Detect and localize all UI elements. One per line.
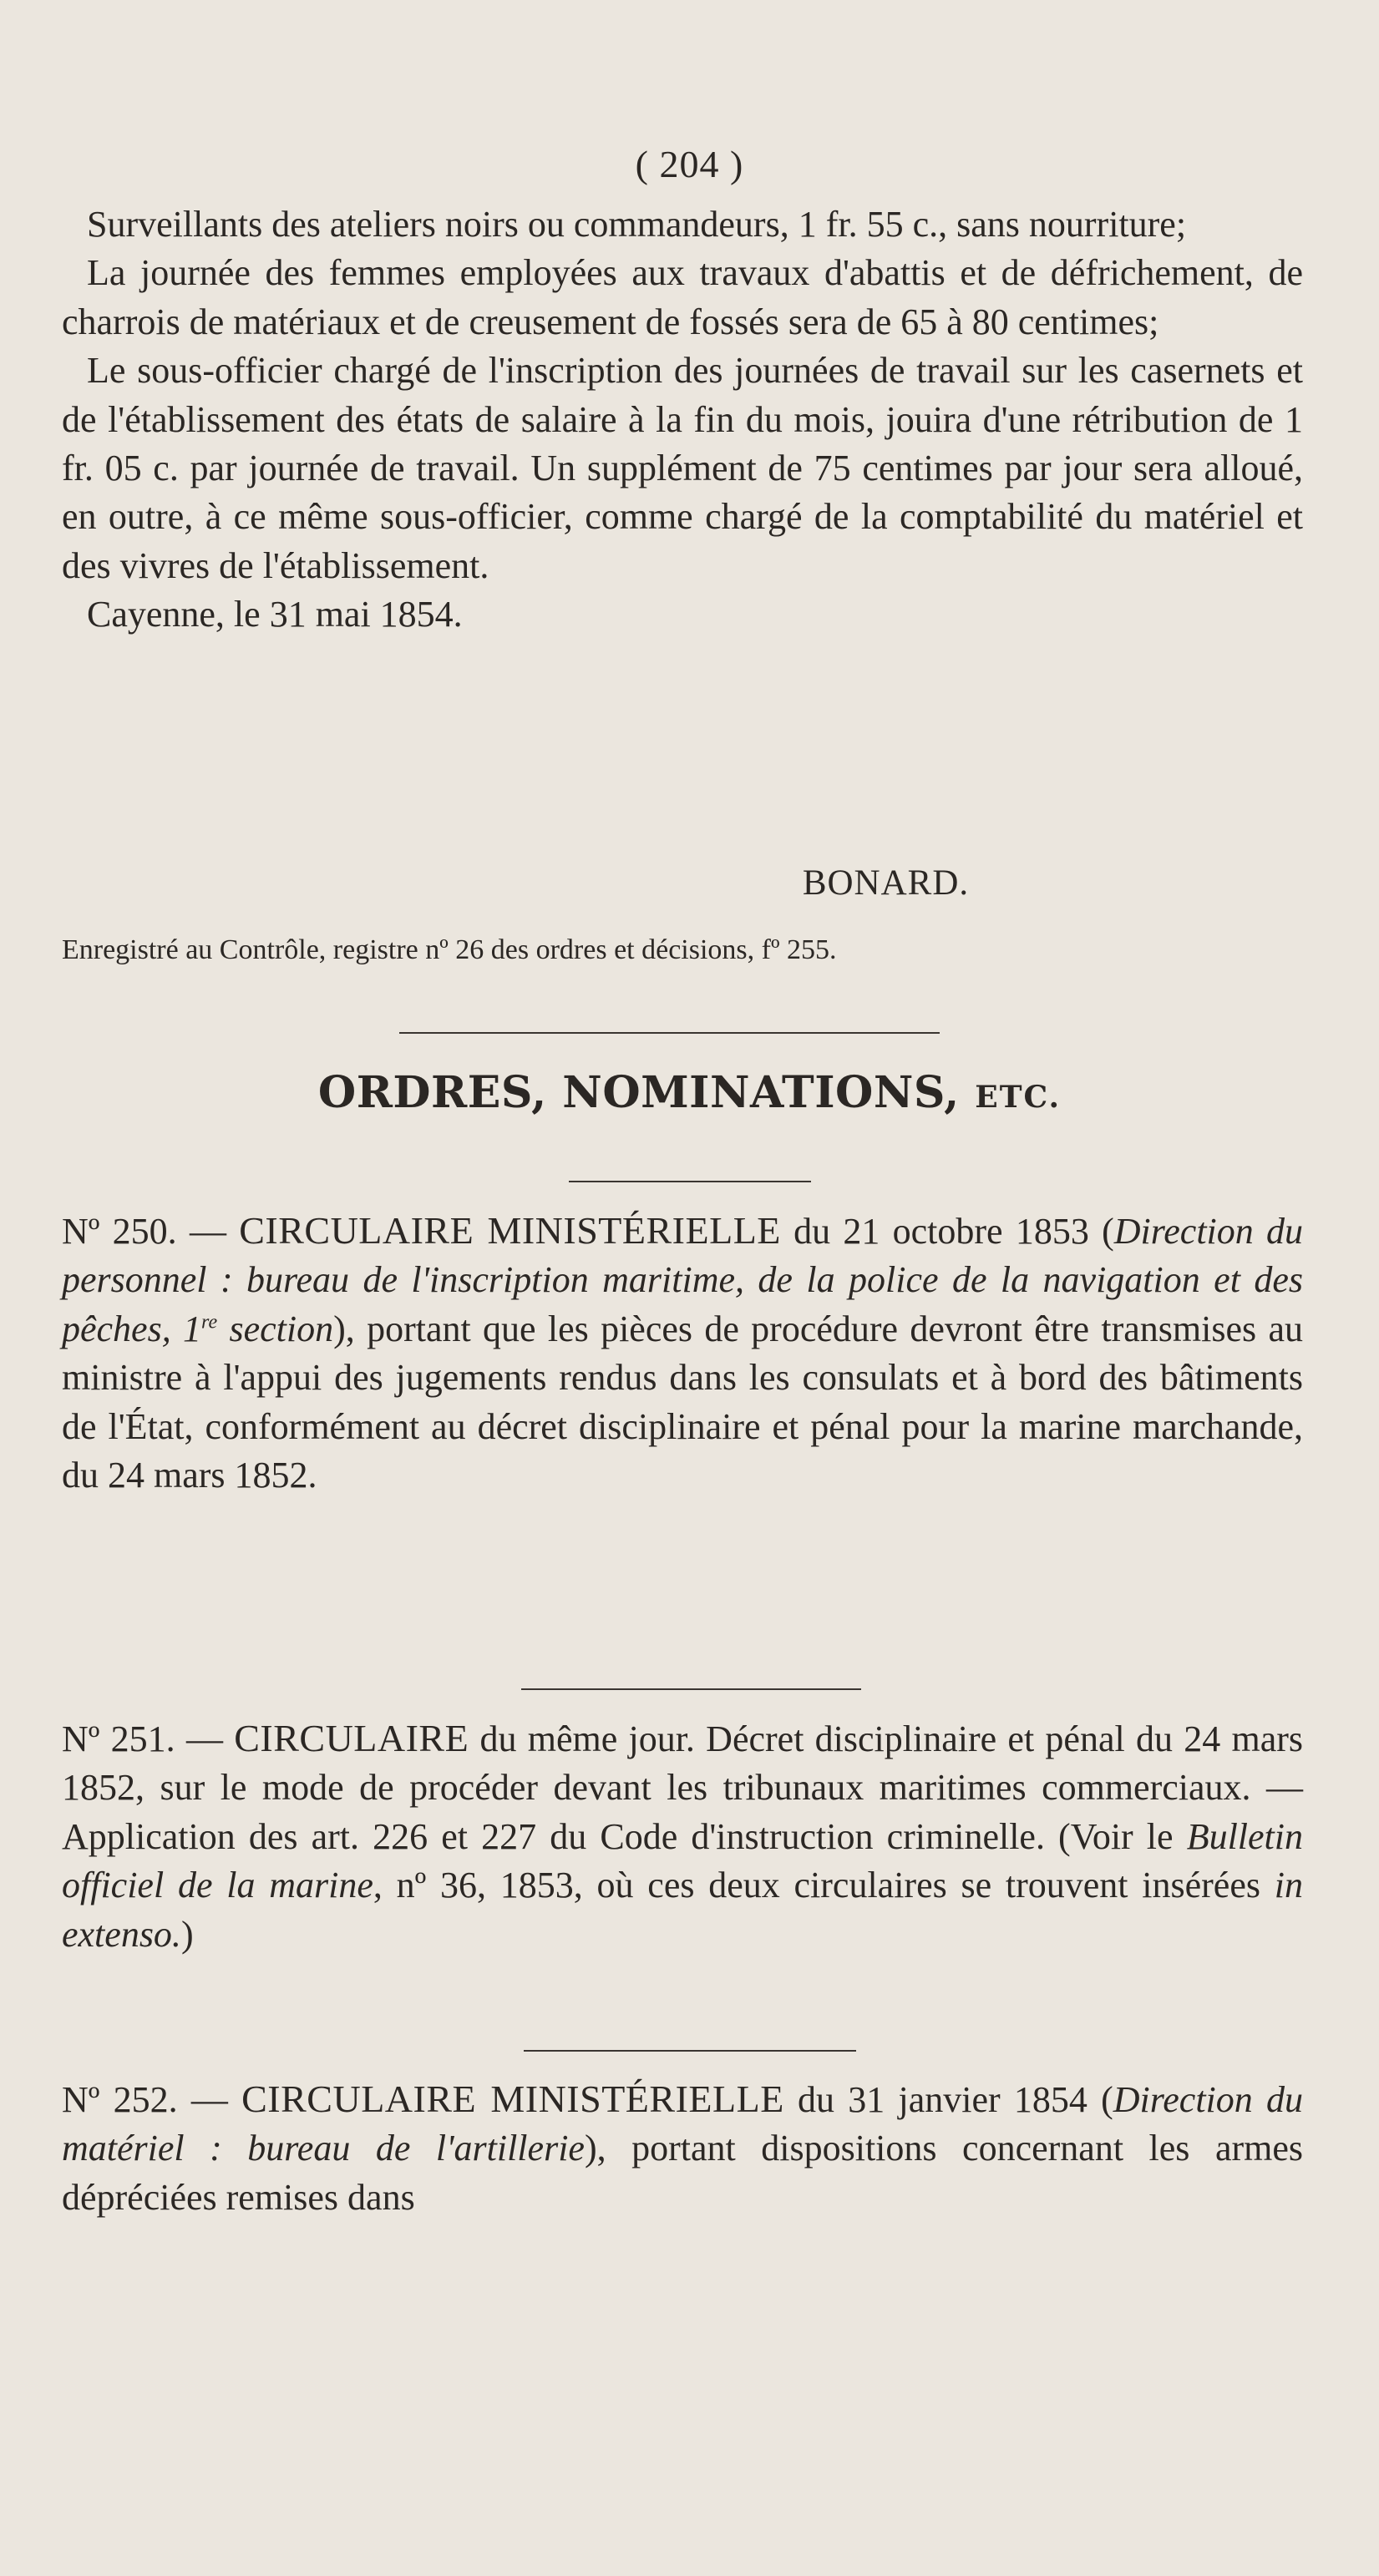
entry-251 <box>62 1714 1303 1959</box>
entry-text: , nº 36, 1853, où ces deux circulaires se trouvent insérées <box>373 1865 1275 1906</box>
entry-number: Nº 251. <box>62 1718 175 1759</box>
entry-direction-open: ( <box>1101 2079 1113 2120</box>
entry-italic-title: Bulletin officiel de la marine <box>62 1815 1303 1906</box>
divider-rule <box>399 1032 940 1034</box>
entry-dash: — <box>177 2079 242 2120</box>
entry-direction: Direction du matériel : bureau de l'artillerie <box>62 2079 1304 2169</box>
entry-252 <box>62 2075 1303 2222</box>
entry-direction-open: ( <box>1102 1211 1114 1252</box>
entry-text: du même jour. Décret disciplinaire et pénal du 24 mars 1852, sur le mode de procéder devant les tribunaux maritimes commerciaux. — Application des art. 226 et 227 du Code d'instruction criminelle. (Voir le <box>62 1718 1304 1857</box>
paragraph-surveillants: Surveillants des ateliers noirs ou commandeurs, 1 fr. 55 c., sans nourriture; <box>87 204 1187 245</box>
entry-heading: CIRCULAIRE <box>234 1717 469 1759</box>
entry-text: portant dispositions concernant les armes dépréciées remises dans <box>62 2128 1303 2218</box>
entry-direction: Direction du personnel : bureau de l'inscription maritime, de la police de la navigation et des pêches, 1 <box>62 1211 1304 1349</box>
entry-text: ) <box>180 1913 194 1955</box>
entry-dash: — <box>175 1718 235 1759</box>
entry-heading: CIRCULAIRE MINISTÉRIELLE <box>239 1209 781 1252</box>
entry-text: portant que les pièces de procédure devront être transmises au ministre à l'appui des jugements rendus dans les consulats et à bord des bâtiments de l'État, conformément au décret disciplinaire et pénal pour la marine marchande, du 24 mars 1852. <box>62 1308 1303 1496</box>
divider-rule <box>521 1688 861 1690</box>
divider-rule <box>569 1181 811 1182</box>
entry-direction-close: ), <box>333 1308 355 1349</box>
signature-block <box>0 863 1379 903</box>
entry-direction-close: ), <box>584 2128 606 2169</box>
paragraph-sous-officier: Le sous-officier chargé de l'inscription des journées de travail sur les casernets et de l'établissement des états de salaire à la fin du mois, jouira d'une rétribution de 1 fr. 05 c. par journée de travail. Un supplément de 75 centimes par jour sera alloué, en outre, à ce même sous-officier, comme chargé de la comptabilité du matériel et des vivres de l'établissement. <box>62 350 1303 586</box>
entry-date: du 31 janvier 1854 <box>783 2079 1102 2120</box>
section-title-main: ORDRES, NOMINATIONS, <box>317 1067 960 1118</box>
entry-paragraph <box>62 1207 1303 1500</box>
entry-dash: — <box>176 1211 240 1252</box>
entry-paragraph <box>62 2075 1303 2222</box>
divider-rule <box>524 2050 856 2052</box>
section-title-suffix: ETC. <box>975 1080 1062 1115</box>
signature-name: BONARD. <box>802 863 970 903</box>
entry-date: du 21 octobre 1853 <box>780 1211 1103 1252</box>
entry-paragraph <box>62 1714 1303 1959</box>
entry-heading: CIRCULAIRE MINISTÉRIELLE <box>241 2078 784 2120</box>
page-number: ( 204 ) <box>635 143 744 185</box>
paragraph-journee-femmes: La journée des femmes employées aux travaux d'abattis et de défrichement, de charrois de matériaux et de creusement de fossés sera de 65 à 80 centimes; <box>62 252 1303 342</box>
decree-text-block <box>62 200 1303 640</box>
entry-number: Nº 250. <box>62 1211 177 1252</box>
entry-italic-phrase: in extenso. <box>62 1865 1303 1955</box>
entry-250 <box>62 1207 1303 1500</box>
paragraph-place-date: Cayenne, le 31 mai 1854. <box>87 594 463 635</box>
section-title <box>0 1067 1379 1118</box>
registry-note: Enregistré au Contrôle, registre nº 26 des ordres et décisions, fº 255. <box>62 934 837 965</box>
entry-number: Nº 252. <box>62 2079 178 2120</box>
entry-direction-tail: section <box>217 1308 334 1349</box>
entry-direction-sup: re <box>201 1311 218 1334</box>
